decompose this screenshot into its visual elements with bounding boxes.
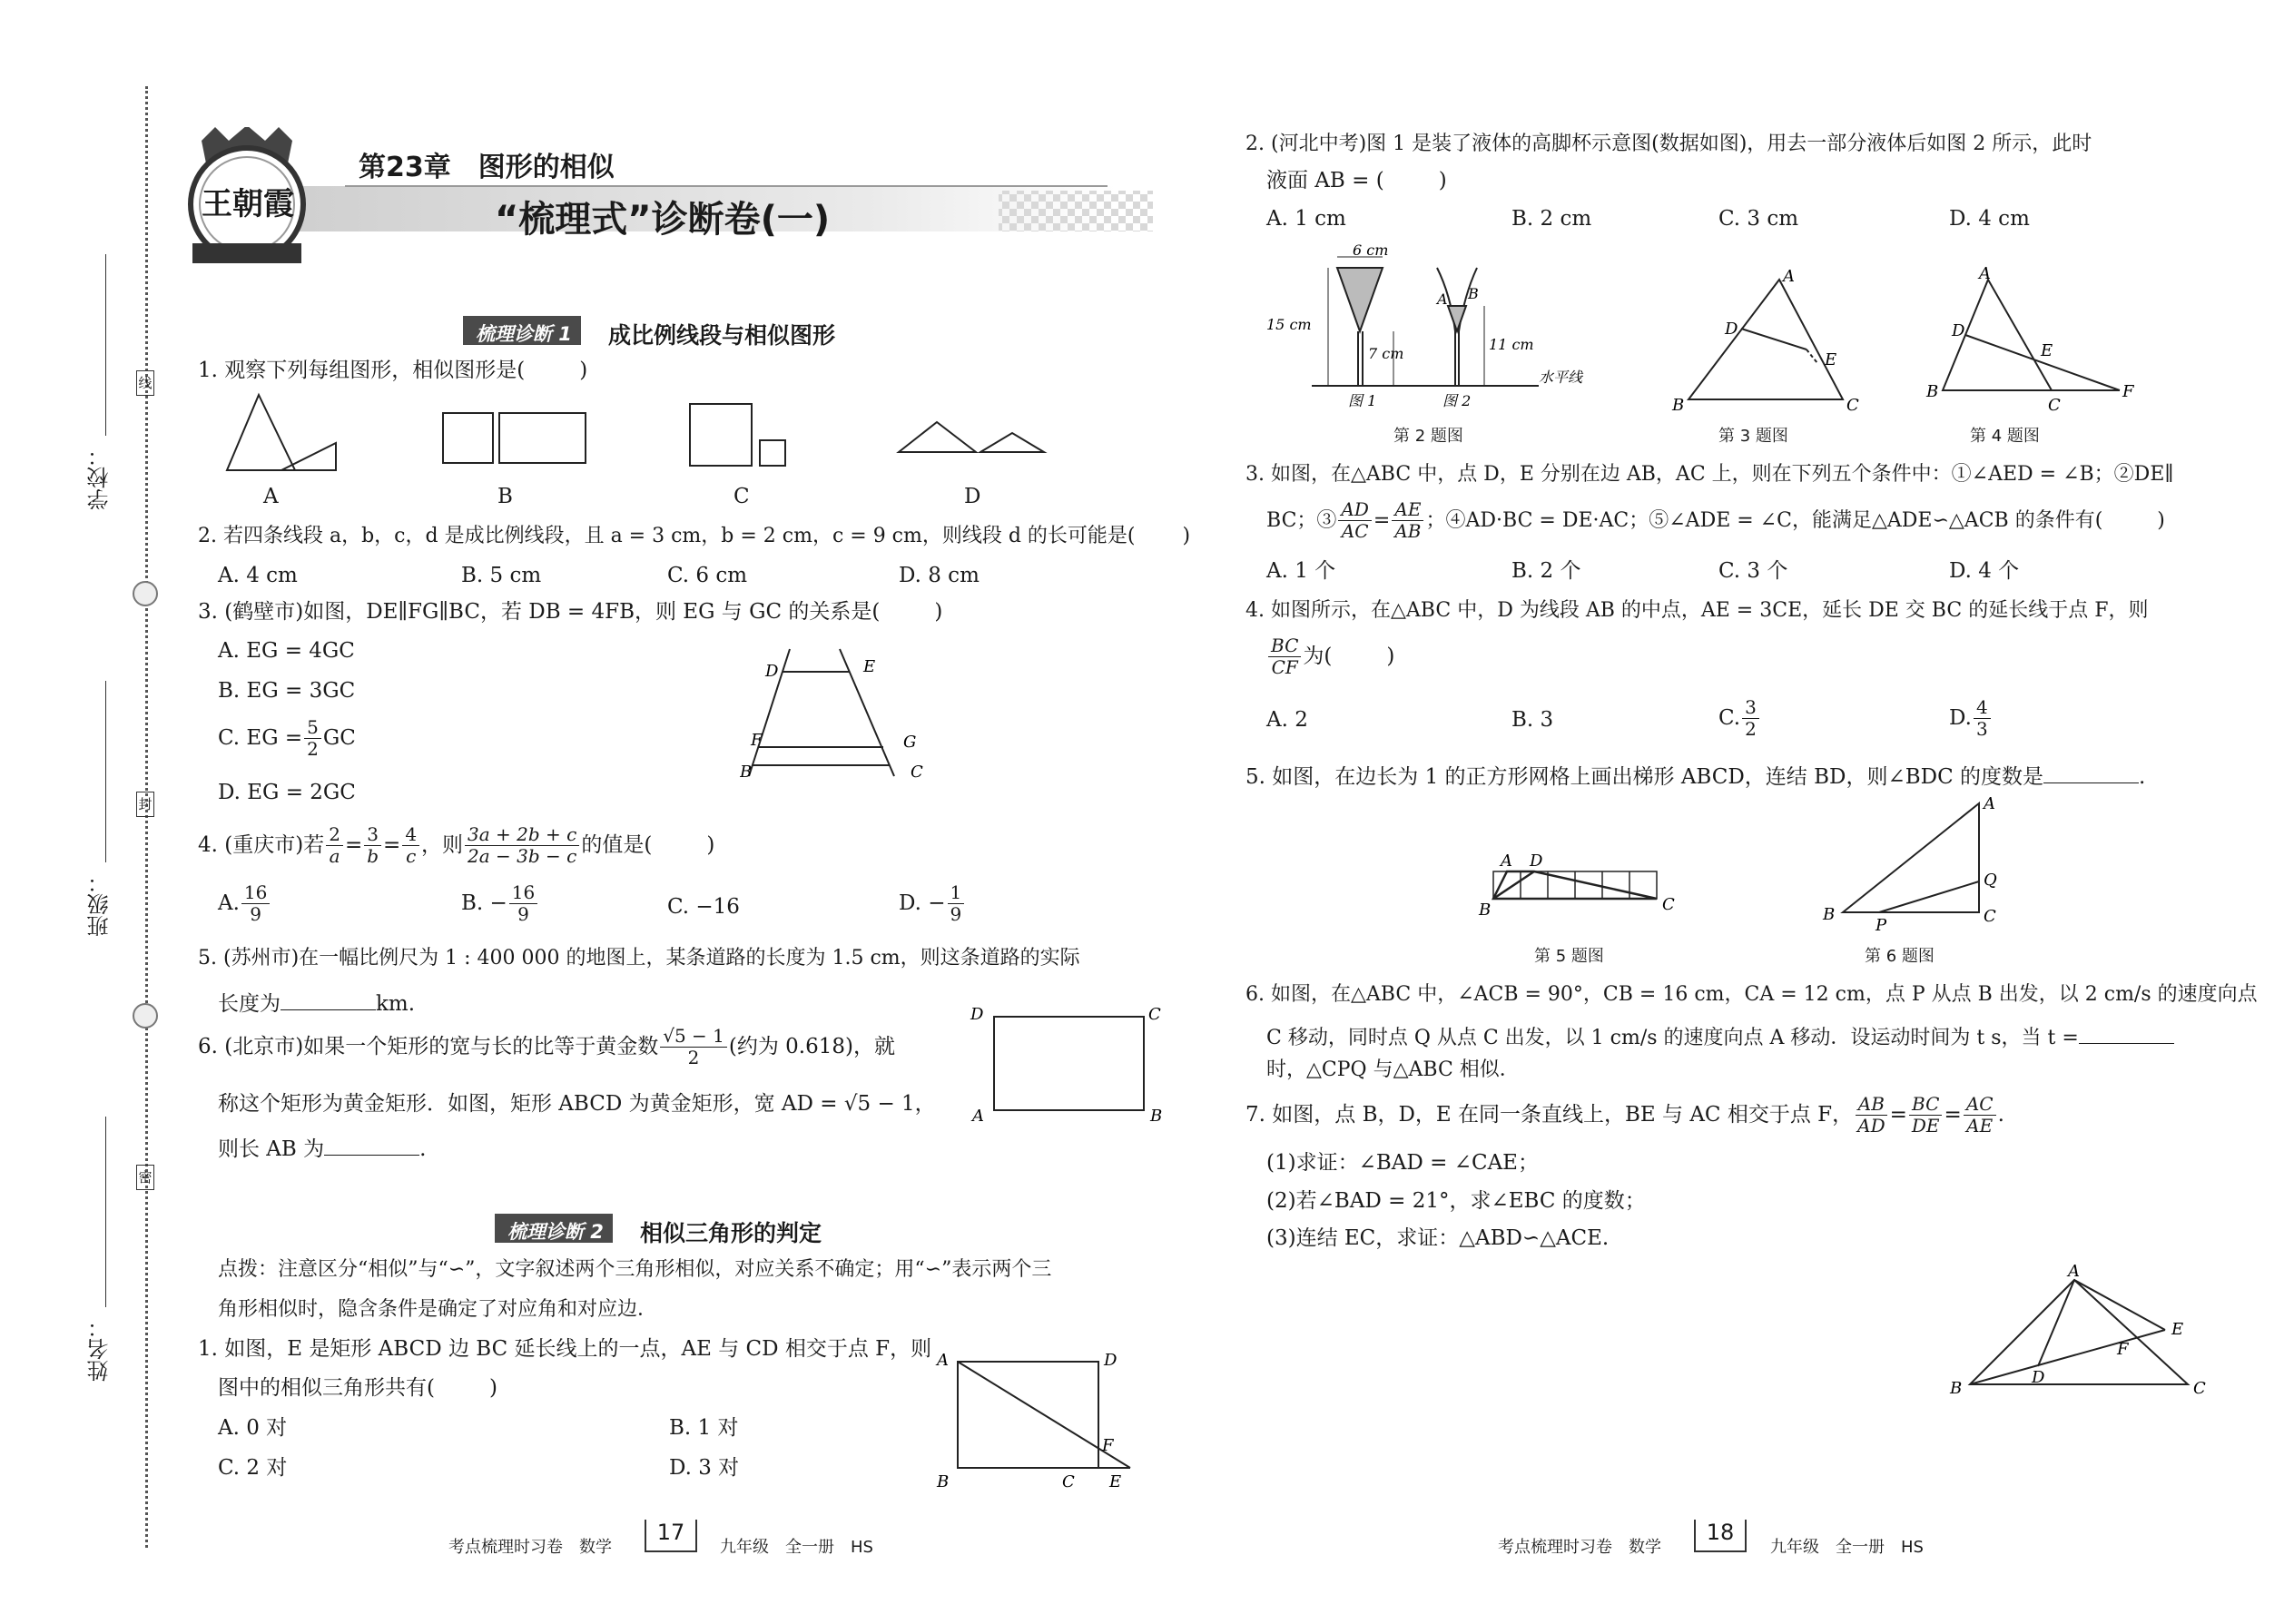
svg-text:C: C bbox=[1062, 1472, 1075, 1489]
svg-text:Q: Q bbox=[1984, 871, 1997, 890]
r-fig-15cm: 15 cm bbox=[1266, 316, 1312, 333]
l-q5-unit: km. bbox=[376, 992, 416, 1016]
l-q4-opt-d: D. − $\frac{1}{9}$ bbox=[899, 882, 966, 925]
r-fig-11cm: 11 cm bbox=[1489, 336, 1534, 353]
l-q4-opt-b: B. − $\frac{16}{9}$ bbox=[461, 882, 539, 925]
l-q1-label-c: C bbox=[733, 485, 750, 508]
svg-text:B: B bbox=[1468, 285, 1479, 302]
r-q3-line2: BC；③ $\frac{AD}{AC}$ = $\frac{AE}{AB}$ ；④AD·BC = DE·AC；⑤∠ADE = ∠C，能满足△ADE∽△ACB 的条件有( ) bbox=[1266, 498, 2165, 542]
l-q6-stem: 6. (北京市)如果一个矩形的宽与长的比等于黄金数 bbox=[198, 1035, 659, 1058]
l-q3-frac-den: 2 bbox=[307, 738, 319, 760]
l-q4-mid: ，则 bbox=[421, 833, 464, 857]
l-q3-opt-d: D. EG = 2GC bbox=[218, 781, 356, 804]
brand-logo-text: 王朝霞 bbox=[202, 186, 294, 222]
r-level-label: 水平线 bbox=[1539, 369, 1583, 386]
svg-text:D: D bbox=[2032, 1368, 2045, 1387]
l-q4-opt-d-label: D. − bbox=[899, 891, 946, 915]
l-p1-opt-d: D. 3 对 bbox=[669, 1456, 740, 1480]
r-footer-grade: 九年级 全一册 HS bbox=[1770, 1538, 1924, 1557]
svg-text:D: D bbox=[1952, 321, 1965, 340]
l-q1-text: 1. 观察下列每组图形，相似图形是( ) bbox=[198, 359, 588, 382]
binding-dotted-line bbox=[145, 86, 148, 1548]
l-q2-opt-b: B. 5 cm bbox=[461, 564, 542, 587]
r-fig-7cm: 7 cm bbox=[1368, 345, 1404, 362]
svg-text:A: A bbox=[937, 1351, 949, 1370]
svg-text:D: D bbox=[970, 1005, 984, 1024]
l-p1-line2: 图中的相似三角形共有( ) bbox=[218, 1376, 497, 1400]
r-caption-q6: 第 6 题图 bbox=[1865, 947, 1935, 966]
l-q4-opt-c: C. −16 bbox=[667, 895, 740, 919]
r-q6-line1: 6. 如图，在△ABC 中，∠ACB = 90°，CB = 16 cm，CA = 12 cm，点 P 从点 B 出发，以 2 cm/s 的速度向点 bbox=[1245, 983, 2258, 1006]
r-page-number-box bbox=[1694, 1520, 1747, 1552]
r-q4-line2: $\frac{BC}{CF}$ 为( ) bbox=[1266, 635, 1394, 678]
r-fig2-label: 图 2 bbox=[1442, 392, 1472, 409]
svg-text:B: B bbox=[1479, 901, 1492, 920]
l-p1-line1: 1. 如图，E 是矩形 ABCD 边 BC 延长线上的一点，AE 与 CD 相交于点 F，则 bbox=[198, 1337, 932, 1361]
r-q7-stem: 7. 如图，点 B，D，E 在同一条直线上，BE 与 AC 相交于点 F， bbox=[1245, 1103, 1854, 1127]
r-q7-sub1: (1)求证：∠BAD = ∠CAE； bbox=[1266, 1151, 1539, 1175]
r-q3-line1: 3. 如图，在△ABC 中，点 D，E 分别在边 AB，AC 上，则在下列五个条件中：①∠AED = ∠B；②DE∥ bbox=[1245, 463, 2174, 486]
page-title: “梳理式”诊断卷(一) bbox=[495, 199, 831, 241]
class-label: 班级： bbox=[87, 871, 113, 937]
svg-text:F: F bbox=[2122, 382, 2134, 401]
section1-title: 成比例线段与相似图形 bbox=[608, 322, 836, 349]
r-q3-opt-d: D. 4 个 bbox=[1949, 559, 2020, 583]
svg-text:D: D bbox=[1530, 851, 1543, 871]
r-q3-tail: ；④AD·BC = DE·AC；⑤∠ADE = ∠C，能满足△ADE∽△ACB 的条件有( bbox=[1425, 508, 2103, 532]
l-q3-text: 3. (鹤壁市)如图，DE∥FG∥BC，若 DB = 4FB，则 EG 与 GC 的关系是( ) bbox=[198, 600, 943, 624]
l-q2-opt-a: A. 4 cm bbox=[218, 564, 298, 587]
r-q2-opt-a: A. 1 cm bbox=[1266, 207, 1346, 231]
r-q7-sub2: (2)若∠BAD = 21°，求∠EBC 的度数； bbox=[1266, 1189, 1646, 1213]
r-q4-opt-b: B. 3 bbox=[1511, 708, 1554, 732]
l-q6-figure bbox=[967, 1003, 1167, 1130]
r-fig-6cm: 6 cm bbox=[1353, 241, 1389, 259]
svg-text:B: B bbox=[1672, 396, 1685, 415]
r-q7-sub3: (3)连结 EC，求证：△ABD∽△ACE. bbox=[1266, 1226, 1610, 1250]
class-line bbox=[105, 681, 106, 862]
svg-text:E: E bbox=[2041, 341, 2053, 360]
svg-text:B: B bbox=[1823, 905, 1836, 924]
l-footer-grade: 九年级 全一册 HS bbox=[720, 1538, 873, 1557]
name-line bbox=[105, 1117, 106, 1307]
l-q4-opt-a: A. $\frac{16}{9}$ bbox=[218, 882, 271, 925]
svg-text:E: E bbox=[1109, 1472, 1122, 1489]
r-q6-line3: 时，△CPQ 与△ABC 相似． bbox=[1266, 1058, 1520, 1081]
r-q2-opt-d: D. 4 cm bbox=[1949, 207, 2030, 231]
r-q2-stem: 液面 AB = ( bbox=[1266, 169, 1384, 192]
svg-text:P: P bbox=[1876, 916, 1887, 930]
svg-text:D: D bbox=[765, 662, 779, 681]
svg-text:D: D bbox=[1725, 320, 1738, 339]
r-caption-q2: 第 2 题图 bbox=[1393, 427, 1463, 446]
l-q5-line1: 5. (苏州市)在一幅比例尺为 1 : 400 000 的地图上，某条道路的长度为 1.5 cm，则这条道路的实际 bbox=[198, 947, 1080, 969]
l-q6-stem2: (约为 0.618)，就 bbox=[728, 1035, 895, 1058]
r-q4-tail: 为( bbox=[1303, 645, 1333, 668]
l-q1-label-b: B bbox=[497, 485, 513, 508]
l-q6-line1: 6. (北京市)如果一个矩形的宽与长的比等于黄金数 $\frac{√5 - 1}{2}$ (约为 0.618)，就 bbox=[198, 1025, 895, 1068]
r-q6-stem: C 移动，同时点 Q 从点 C 出发，以 1 cm/s 的速度向点 A 移动．设运动时间为 t s，当 t = bbox=[1266, 1027, 2079, 1049]
l-q2-opt-c: C. 6 cm bbox=[667, 564, 748, 587]
svg-text:A: A bbox=[2068, 1262, 2080, 1281]
l-q3-opt-c bbox=[218, 717, 356, 760]
l-q4-pre: 4. (重庆市)若 bbox=[198, 833, 325, 857]
binding-hole-icon bbox=[133, 581, 158, 606]
svg-text:A: A bbox=[1783, 267, 1795, 286]
svg-text:E: E bbox=[863, 657, 876, 676]
r-q7-line1: 7. 如图，点 B，D，E 在同一条直线上，BE 与 AC 相交于点 F， $\frac{AB}{AD}$ = $\frac{BC}{DE}$ = $\frac{AC}{AE}$ . bbox=[1245, 1093, 2004, 1137]
r-page-number: 18 bbox=[1706, 1520, 1735, 1545]
svg-text:C: C bbox=[2193, 1379, 2206, 1398]
section2-tag: 梳理诊断 2 bbox=[495, 1214, 613, 1243]
svg-text:A: A bbox=[1984, 794, 1995, 813]
seal-box-close: 密 bbox=[136, 1165, 154, 1190]
svg-text:D: D bbox=[1104, 1351, 1117, 1370]
l-q4-opt-b-label: B. − bbox=[461, 891, 507, 915]
r-q4-opt-d-label: D. bbox=[1949, 706, 1972, 730]
svg-text:B: B bbox=[1950, 1379, 1963, 1398]
r-caption-q5: 第 5 题图 bbox=[1534, 947, 1604, 966]
r-caption-q3: 第 3 题图 bbox=[1718, 427, 1788, 446]
r-q3-pre: BC；③ bbox=[1266, 508, 1337, 532]
r-q5-text: 5. 如图，在边长为 1 的正方形网格上画出梯形 ABCD，连结 BD，则∠BDC 的度数是 . bbox=[1245, 763, 2145, 788]
l-q5-line2 bbox=[218, 989, 415, 1015]
l-q3-frac bbox=[304, 717, 321, 760]
r-q2-opt-c: C. 3 cm bbox=[1718, 207, 1799, 231]
seal-box-seal: 封 bbox=[136, 792, 154, 817]
l-q5-prefix: 长度为 bbox=[218, 992, 281, 1016]
school-line bbox=[105, 254, 106, 436]
l-p1-opt-c: C. 2 对 bbox=[218, 1456, 288, 1480]
r-q5-stem: 5. 如图，在边长为 1 的正方形网格上画出梯形 ABCD，连结 BD，则∠BDC 的度数是 bbox=[1245, 765, 2043, 789]
svg-text:C: C bbox=[2048, 396, 2061, 415]
binding-hole-icon bbox=[133, 1003, 158, 1029]
l-q3-opt-c-label: C. EG = bbox=[218, 726, 303, 750]
r-q4-figure bbox=[1915, 263, 2142, 418]
r-q2-figure bbox=[1266, 241, 1602, 422]
l-p1-stem: 图中的相似三角形共有( bbox=[218, 1376, 435, 1400]
l-q1-label-a: A bbox=[263, 485, 279, 508]
svg-text:B: B bbox=[1926, 382, 1939, 401]
r-footer bbox=[1498, 1534, 1661, 1558]
l-q3-opt-c-tail: GC bbox=[322, 726, 356, 750]
l-q6-line2: 称这个矩形为黄金矩形．如图，矩形 ABCD 为黄金矩形，宽 AD = √5 − 1， bbox=[218, 1092, 936, 1116]
l-page-number: 17 bbox=[656, 1520, 685, 1545]
svg-text:G: G bbox=[903, 733, 917, 752]
r-q2-line1: 2. (河北中考)图 1 是装了液体的高脚杯示意图(数据如图)，用去一部分液体后如图 2 所示，此时 bbox=[1245, 133, 2092, 155]
school-label: 学校： bbox=[87, 445, 113, 510]
l-page-number-box bbox=[645, 1520, 697, 1552]
l-q3-figure bbox=[740, 640, 940, 785]
svg-text:A: A bbox=[972, 1107, 984, 1126]
l-q6-line3: 则长 AB 为 . bbox=[218, 1135, 426, 1160]
svg-text:B: B bbox=[1150, 1107, 1163, 1126]
l-q3-opt-a: A. EG = 4GC bbox=[218, 639, 355, 663]
svg-text:C: C bbox=[1662, 895, 1675, 914]
section2-title: 相似三角形的判定 bbox=[640, 1220, 822, 1246]
svg-text:C: C bbox=[1846, 396, 1859, 415]
r-q3-opt-a: A. 1 个 bbox=[1266, 559, 1336, 583]
l-q2-stem: 2. 若四条线段 a，b，c，d 是成比例线段，且 a = 3 cm，b = 2 cm，c = 9 cm，则线段 d 的长可能是( bbox=[198, 525, 1136, 547]
l-tip-text: 点拨：注意区分“相似”与“∽”，文字叙述两个三角形相似，对应关系不确定；用“∽”表示两个三 bbox=[218, 1258, 1052, 1281]
l-q1-figures bbox=[209, 390, 1071, 481]
r-q6-figure bbox=[1816, 794, 2006, 930]
svg-text:F: F bbox=[1102, 1436, 1114, 1455]
l-q4-text: 4. (重庆市)若 $\frac{2}{a}$ = $\frac{3}{b}$ = $\frac{4}{c}$ ，则 $\frac{3a + 2b + c}{2a - 3b - c}$ 的值是( ) bbox=[198, 823, 715, 867]
svg-text:B: B bbox=[937, 1472, 950, 1489]
r-q2-line2: 液面 AB = ( ) bbox=[1266, 169, 1447, 192]
svg-text:E: E bbox=[2171, 1320, 2184, 1339]
l-q3-stem: 3. (鹤壁市)如图，DE∥FG∥BC，若 DB = 4FB，则 EG 与 GC 的关系是( bbox=[198, 600, 881, 624]
r-q3-figure bbox=[1661, 263, 1870, 418]
svg-text:C: C bbox=[911, 763, 923, 782]
r-q4-opt-d: D. $\frac{4}{3}$ bbox=[1949, 697, 1993, 740]
l-tip-line1 bbox=[218, 1260, 1051, 1280]
l-p1-opt-a: A. 0 对 bbox=[218, 1416, 288, 1440]
svg-text:B: B bbox=[740, 763, 753, 782]
r-caption-q4: 第 4 题图 bbox=[1970, 427, 2040, 446]
l-p1-opt-b: B. 1 对 bbox=[669, 1416, 739, 1440]
l-q4-tail: 的值是( bbox=[581, 833, 653, 857]
l-p1-figure bbox=[935, 1343, 1135, 1489]
svg-text:C: C bbox=[1984, 907, 1996, 926]
name-label: 姓名： bbox=[87, 1316, 113, 1382]
l-q1-label-d: D bbox=[964, 485, 981, 508]
svg-text:F: F bbox=[2117, 1340, 2129, 1359]
chapter-title: 第23章 图形的相似 bbox=[359, 152, 615, 183]
svg-text:E: E bbox=[1825, 350, 1837, 369]
l-tip-line2: 角形相似时，隐含条件是确定了对应角和对应边． bbox=[218, 1298, 658, 1321]
svg-text:A: A bbox=[1979, 264, 1991, 283]
r-fig1-label: 图 1 bbox=[1348, 392, 1377, 409]
r-q4-opt-c-label: C. bbox=[1718, 706, 1741, 730]
svg-text:F: F bbox=[751, 731, 763, 750]
r-q2-opt-b: B. 2 cm bbox=[1511, 207, 1592, 231]
svg-text:A: A bbox=[1501, 851, 1512, 871]
l-footer bbox=[448, 1534, 612, 1558]
r-q4-line1: 4. 如图所示，在△ABC 中，D 为线段 AB 的中点，AE = 3CE，延长 DE 交 BC 的延长线于点 F，则 bbox=[1245, 599, 2149, 622]
l-q4-opt-a-label: A. bbox=[218, 891, 240, 915]
svg-text:A: A bbox=[1437, 290, 1448, 308]
r-q6-line2 bbox=[1266, 1024, 2174, 1048]
r-q3-opt-c: C. 3 个 bbox=[1718, 559, 1788, 583]
r-q4-opt-a: A. 2 bbox=[1266, 708, 1308, 732]
r-q3-opt-b: B. 2 个 bbox=[1511, 559, 1581, 583]
r-footer-text: 考点梳理时习卷 数学 bbox=[1498, 1538, 1661, 1557]
l-q2-text: 2. 若四条线段 a，b，c，d 是成比例线段，且 a = 3 cm，b = 2 cm，c = 9 cm，则线段 d 的长可能是( ) bbox=[198, 525, 1191, 547]
l-footer-text: 考点梳理时习卷 数学 bbox=[448, 1538, 612, 1557]
svg-text:C: C bbox=[1148, 1005, 1161, 1024]
seal-box-line: 线 bbox=[136, 370, 154, 396]
section1-tag: 梳理诊断 1 bbox=[463, 316, 581, 345]
r-q4-opt-c: C. $\frac{3}{2}$ bbox=[1718, 697, 1761, 740]
l-q6-prefix: 则长 AB 为 bbox=[218, 1137, 325, 1161]
r-q7-figure bbox=[1943, 1262, 2215, 1407]
l-q3-frac-num: 5 bbox=[304, 717, 321, 739]
l-q2-opt-d: D. 8 cm bbox=[899, 564, 980, 587]
l-q3-opt-b: B. EG = 3GC bbox=[218, 679, 356, 703]
l-q1-stem: 1. 观察下列每组图形，相似图形是( bbox=[198, 359, 526, 382]
brand-logo bbox=[174, 127, 320, 272]
r-q5-figure bbox=[1466, 844, 1684, 926]
